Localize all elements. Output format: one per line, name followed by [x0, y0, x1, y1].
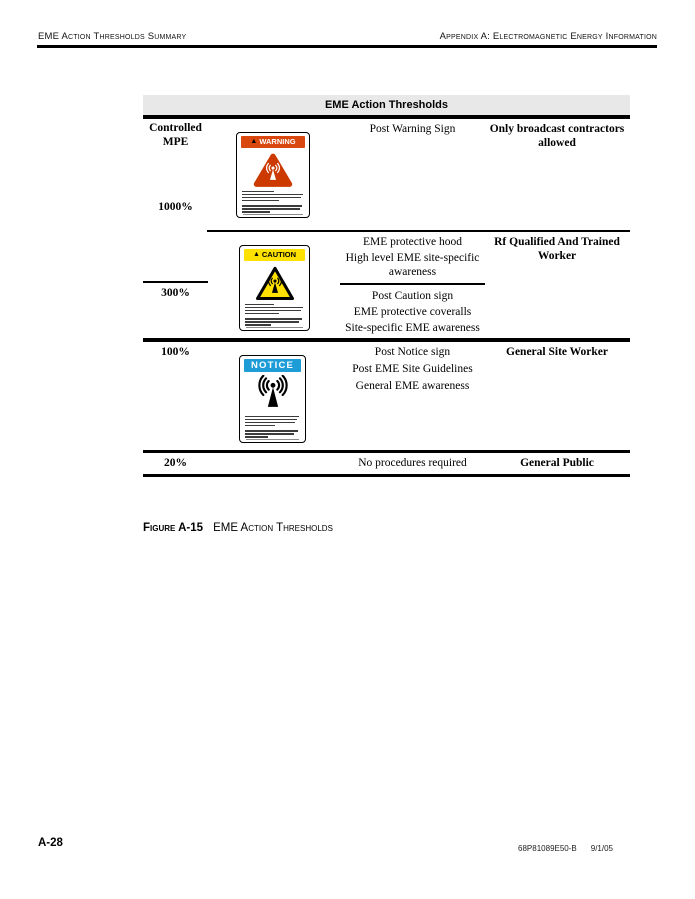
figure-caption	[143, 522, 333, 534]
table-bottom-rule	[143, 474, 630, 477]
notice-sign-fine-print	[244, 416, 301, 440]
notice-sign	[239, 355, 306, 443]
mpe-20: 20%	[164, 457, 187, 469]
mpe-1000: 1000%	[158, 201, 193, 213]
table-top-rule	[143, 115, 630, 119]
mpe-100: 100%	[161, 346, 190, 358]
procedure-general-awareness: General EME awareness	[355, 380, 470, 392]
controlled-label: Controlled	[149, 122, 202, 134]
warning-sign-header	[241, 136, 305, 148]
doc-date-text: 9/1/05	[590, 844, 613, 853]
mpe-300-rule	[143, 281, 208, 283]
procedure-site-specific-awareness: Site-specific EME awareness	[345, 322, 480, 334]
warning-sign-label: WARNING	[259, 137, 296, 147]
page-number: A-28	[38, 837, 63, 849]
who-general-public: General Public	[520, 457, 594, 469]
caution-sign	[239, 245, 310, 331]
running-header-right: Appendix A: Electromagnetic Energy Information	[439, 31, 657, 42]
rf-caution-triangle-icon	[252, 264, 298, 301]
caution-triangle-icon: ▲	[252, 251, 260, 259]
who-general-site-worker: General Site Worker	[506, 346, 608, 358]
procedure-eme-hood: EME protective hood	[362, 236, 462, 248]
warning-triangle-icon: ▲	[250, 138, 258, 146]
who-broadcast-contractors: Only broadcast contractors allowed	[489, 123, 625, 149]
table-title: EME Action Thresholds	[143, 95, 630, 115]
who-rf-qualified-worker: Rf Qualified And Trained Worker	[494, 236, 620, 262]
notice-sign-header	[244, 359, 301, 372]
procedure-post-warning-sign: Post Warning Sign	[369, 123, 456, 135]
procedure-post-site-guidelines: Post EME Site Guidelines	[352, 363, 473, 375]
rf-antenna-icon	[248, 375, 298, 412]
column-header-controlled-mpe	[143, 121, 208, 149]
mpe-label: MPE	[162, 136, 189, 148]
procedure-post-notice-sign: Post Notice sign	[374, 346, 451, 358]
mpe-300: 300%	[161, 287, 190, 299]
row1-divider-rule	[207, 230, 630, 232]
running-header-left: EME Action Thresholds Summary	[38, 31, 187, 42]
caution-sign-fine-print	[244, 304, 305, 328]
row2-inner-divider-rule	[340, 283, 485, 285]
row3-bottom-rule	[143, 450, 630, 453]
procedure-post-caution-sign: Post Caution sign	[371, 290, 454, 302]
notice-sign-label: NOTICE	[250, 360, 295, 372]
document-number	[518, 844, 613, 853]
procedure-high-level-awareness: High level EME site-specific awareness	[345, 252, 480, 278]
warning-sign-fine-print	[241, 191, 305, 215]
caution-sign-label: CAUTION	[261, 250, 297, 260]
procedure-none-required: No procedures required	[358, 457, 467, 469]
warning-sign	[236, 132, 310, 218]
row2-bottom-rule	[143, 338, 630, 342]
figure-caption-text: EME Action Thresholds	[213, 522, 333, 534]
header-rule	[37, 45, 657, 48]
doc-number-text: 68P81089E50-B	[518, 844, 577, 853]
caution-sign-header	[244, 249, 305, 261]
figure-caption-label: Figure A-15	[143, 522, 204, 534]
rf-hazard-triangle-icon	[250, 151, 296, 188]
procedure-eme-coveralls: EME protective coveralls	[353, 306, 472, 318]
